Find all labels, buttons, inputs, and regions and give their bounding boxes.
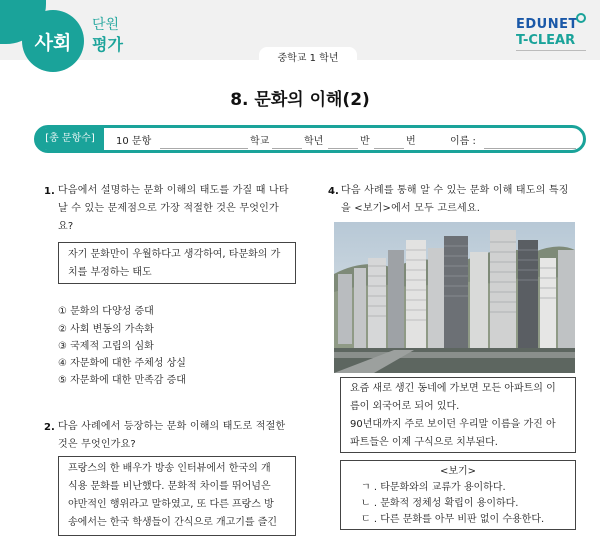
q1-passage-box	[58, 242, 296, 284]
bogi-item[interactable]: ㄱ . 타문화와의 교류가 용이하다.	[361, 482, 506, 493]
q1-choice-3[interactable]: ③ 국제적 고립의 심화	[58, 341, 154, 352]
q4-line: 을 <보기>에서 모두 고르세요.	[341, 203, 481, 214]
q4-passage-line: 90년대까지 주로 보이던 우리말 이름을 가진 아	[350, 419, 556, 430]
grade-field-line[interactable]	[272, 148, 302, 149]
q4-question	[341, 182, 591, 218]
q2-passage-line: 프랑스의 한 배우가 방송 인터뷰에서 한국의 개	[68, 463, 271, 474]
page-title: 8. 문화의 이해(2)	[230, 90, 370, 110]
brand-name-top: EDUNET	[516, 17, 578, 32]
brand-name-bottom: T-CLEAR	[516, 33, 576, 48]
q1-choice-1[interactable]: ① 문화의 다양성 증대	[58, 306, 154, 317]
q2-line: 것은 무엇인가요?	[58, 439, 136, 450]
q1-choice-5[interactable]: ⑤ 자문화에 대한 만족감 증대	[58, 375, 186, 386]
q1-line: 날 수 있는 문제점으로 가장 적절한 것은 무엇인가	[58, 203, 279, 214]
brand-dot-icon	[576, 13, 586, 23]
q2-line: 다음 사례에서 등장하는 문화 이해의 태도로 적절한	[58, 421, 286, 432]
q1-line: 다음에서 설명하는 문화 이해의 태도를 가질 때 나타	[58, 185, 289, 196]
q2-passage-line: 송에서는 한국 학생들이 간식으로 개고기를 즐긴	[68, 517, 278, 528]
q2-passage-box	[58, 456, 296, 536]
q2-passage-line: 야만적인 행위라고 말하였고, 또 다른 프랑스 방	[68, 499, 274, 510]
school-field-line[interactable]	[160, 148, 248, 149]
q4-line: 다음 사례를 통해 알 수 있는 문화 이해 태도의 특징	[341, 185, 569, 196]
q4-passage-line: 름이 외국어로 되어 있다.	[350, 401, 460, 412]
unit-label-bottom: 평가	[92, 35, 123, 54]
q2-question	[58, 418, 308, 454]
brand-underline	[516, 50, 586, 51]
subject-badge: 사회	[22, 10, 84, 72]
apartment-photo	[334, 222, 575, 373]
q1-passage-line: 자기 문화만이 우월하다고 생각하여, 타문화의 가	[68, 249, 281, 260]
q4-passage-box	[340, 377, 576, 453]
grade-label: 중학교 1 학년	[259, 47, 357, 71]
class-label: 반	[360, 136, 370, 147]
grade-field-label: 학년	[304, 136, 324, 147]
q1-number: 1.	[44, 186, 55, 197]
question-count-label: [총 문항수]	[36, 128, 104, 150]
class-field-line[interactable]	[328, 148, 358, 149]
q1-question	[58, 182, 308, 236]
q1-choice-4[interactable]: ④ 자문화에 대한 주체성 상실	[58, 358, 186, 369]
q4-passage-line: 파트들은 이제 구식으로 치부된다.	[350, 437, 498, 448]
question-count: 10 문항	[116, 136, 152, 147]
name-field-line[interactable]	[484, 148, 576, 149]
q1-choice-2[interactable]: ② 사회 변동의 가속화	[58, 324, 154, 335]
q4-bogi-box	[340, 460, 576, 530]
unit-label-top: 단원	[92, 17, 120, 33]
q4-passage-line: 요즘 새로 생긴 동네에 가보면 모든 아파트의 이	[350, 383, 556, 394]
q2-number: 2.	[44, 422, 55, 433]
bogi-item[interactable]: ㄷ . 다른 문화를 아무 비판 없이 수용한다.	[361, 514, 545, 525]
number-field-line[interactable]	[374, 148, 404, 149]
bogi-title: <보기>	[439, 466, 477, 477]
bogi-item[interactable]: ㄴ . 문화적 정체성 확립이 용이하다.	[361, 498, 519, 509]
name-label: 이름 :	[450, 136, 476, 147]
number-label: 번	[406, 136, 416, 147]
q2-passage-line: 식용 문화를 비난했다. 문화적 차이를 뛰어넘은	[68, 481, 271, 492]
q4-number: 4.	[328, 186, 339, 197]
school-label: 학교	[250, 136, 270, 147]
q1-line: 요?	[58, 221, 74, 232]
q1-passage-line: 치를 부정하는 태도	[68, 267, 152, 278]
